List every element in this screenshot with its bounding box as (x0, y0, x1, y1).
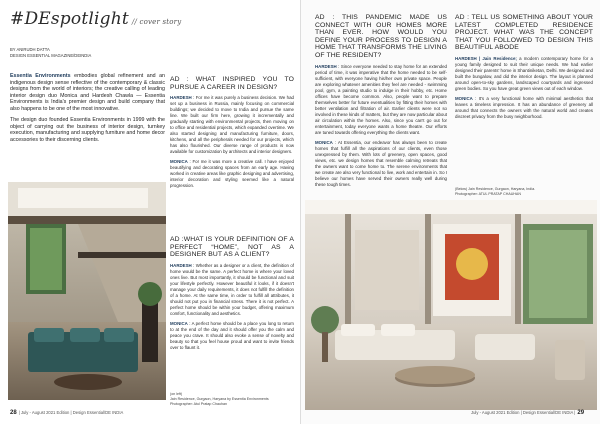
question-perfect-home: AD :WHAT IS YOUR DEFINITION OF A PERFECT “HOME”, NOT AS A DESIGNER BUT AS A CLIENT? (170, 236, 294, 259)
photo-lounge-interior (305, 200, 597, 410)
brand-name: Essentia Environments (10, 73, 71, 79)
author: BY ANIRUDH DATTA (10, 47, 50, 52)
left-folio: 28 | July - August 2021 Edition | Design Essential/DE INDIA (10, 410, 124, 416)
answer-hardesh-home: HARDESH : Whether as a designer or a client, the definition of home would be the same. A perfect home is where your loved ones live. But most importantly, it should be functional and suit your lifestyle perfectly. However beautiful it looks, if it doesn't manage your daily requirements, it does not fulfill the definition of a home. At the same time, in order to fulfill all attributes, it should not put you in financial stress. There it is not perfect. A perfect home should be within your budget, offering maximum comfort, functionality and aesthetics. (170, 262, 294, 316)
title-text: #DEspotlight (10, 9, 129, 29)
qa-pandemic (315, 14, 447, 188)
question-career: AD : WHAT INSPIRED YOU TO PURSUE A CAREER IN DESIGN? (170, 76, 294, 91)
page-number-right: 29 (577, 410, 585, 416)
photo-living-room-stairs (8, 182, 166, 400)
answer-monica-project: MONICA : It's a very functional home with minimal aesthetics that leaves a timeless impression. It has an abundance of greenery all around that connects the owners with the natural world and creates discreet privacy from the busy neighborhood. (455, 95, 593, 119)
lounge-illustration (305, 200, 597, 410)
qa-perfect-home (170, 236, 294, 351)
intro-paragraph-1: Essentia Environments embodies global refinement and an indigenous design sense reflective of the contemporary & classic designs from the world of interiors; the creative calling of leading interior design duo Monica and Hardesh Chawla — Essentia Environments is India's premier design and build company that also happens to be one of the most innovative. (10, 73, 165, 112)
answer-hardesh-pandemic: HARDESH : Since everyone needed to stay home for an extended period of time, it was imperative that the home needed to be self-sufficient, with everyone having his/her own private space. People are exploring whatever amenities they feel are needed - swimming pool, gym, a painting studio to indulge in their hobby, etc. Home offices have become common. Also, people want to prepare themselves better for future eventualities by fitting their homes with better ventilation and filtration of air. Earlier clients were not so involved in these kinds of matters, but they are now particular about air circulation within the homes. Also, since you can't go out for entertainment, today everyone wants a home theatre. Our efforts are tuned towards offering everything the clients want. (315, 63, 447, 135)
answer-hardesh-project: HARDESH | Jain Residence; a modern contemporary home for a young family designed to suit their unique needs. We had earlier designed their parents' home in Shantiniketan, Delhi. We designed and built the bungalow, and did the interior design. The layout is planned around open-to-sky gardens, landscaped courtyards and ingressed green bodies. So you have great green views out of each window. (455, 55, 593, 91)
answer-monica-home: MONICA : A perfect home should be a place you long to return to at the end of the day and it should offer you the calm and peace you crave. It should also evoke a sense of novelty and beauty so that you feel house proud and want to invite friends over to flaunt it. (170, 320, 294, 350)
question-pandemic: AD : THIS PANDEMIC MADE US CONNECT WITH OUR HOMES MORE THAN EVER. HOW WOULD YOU DEFINE YOUR PROCESS TO DESIGN A HOME THAT TRANSFORMS THE LIVING OF THE RESIDENT? (315, 14, 447, 59)
author-designation: DESIGN ESSENTIAL MAGAZINE/DEINDIA (10, 53, 92, 58)
right-page (300, 0, 600, 424)
title-subtitle: // cover story (131, 18, 182, 26)
qa-career (170, 76, 294, 189)
page-title (10, 9, 181, 29)
intro-paragraph-2: The design duo founded Essentia Environments in 1999 with the object of carrying out the business of interior design, turnkey execution, manufacturing and supplying furniture and home decor accessories to their discerning clients. (10, 117, 165, 143)
right-folio: July - August 2021 Edition | Design Essential/DE INDIA | 29 (471, 410, 585, 416)
question-latest-project: AD : TELL US SOMETHING ABOUT YOUR LATEST COMPLETED RESIDENCE PROJECT. WHAT WAS THE CONCEPT THAT YOU FOLLOWED TO DESIGN THIS BEAUTIFUL ABODE (455, 14, 593, 52)
answer-hardesh-career: HARDESH : For me it was purely a business decision. We had set up a business in Russia, mainly focusing on commercial buildings; we decided to move to India and pursue the same line. We built our firm here, growing it incrementally and gradually starting with environmental projects, then moving on to office and residential projects, which expanded overtime. We also started designing and manufacturing furniture, doors, kitchens, and all the peripherals needed for our projects, which has also flourished. Our diverse range of products is now available for customization by architects and interior designers. (170, 95, 294, 155)
answer-monica-pandemic: MONICA : At Essentia, our endeavor has always been to create homes that fulfill all the aspirations of our clients, even those unexpressed by them. With lots of greenery, open spaces, good views, etc. we design homes that resemble calming retreats that the owners want to come home to. The serene environments that we create are also very functional to live, work and entertain in. So I believe our homes have served their owners really well during these tough times. (315, 139, 447, 187)
living-room-illustration (8, 182, 166, 400)
answer-monica-career: MONICA : For me it was more a creative call. I have enjoyed beautifying and decorating spaces from an early age. Having worked in creative areas like graphic designing and advertising, interior decoration and styling seemed like a natural progression. (170, 159, 294, 189)
byline (10, 47, 91, 59)
intro-text (10, 73, 165, 148)
qa-latest-project (455, 14, 593, 120)
right-photo-caption: (Below) Jain Residence, Gurgaon, Haryana, India. Photographer: ATUL PRATAP CHAUHAN (455, 187, 536, 196)
page-number-left: 28 (10, 410, 17, 416)
left-photo-caption: (on left) Jain Residence, Gurgaon, Haryana by Essentia Environments Photographer: Atul Pratap Chauhan (170, 392, 269, 406)
